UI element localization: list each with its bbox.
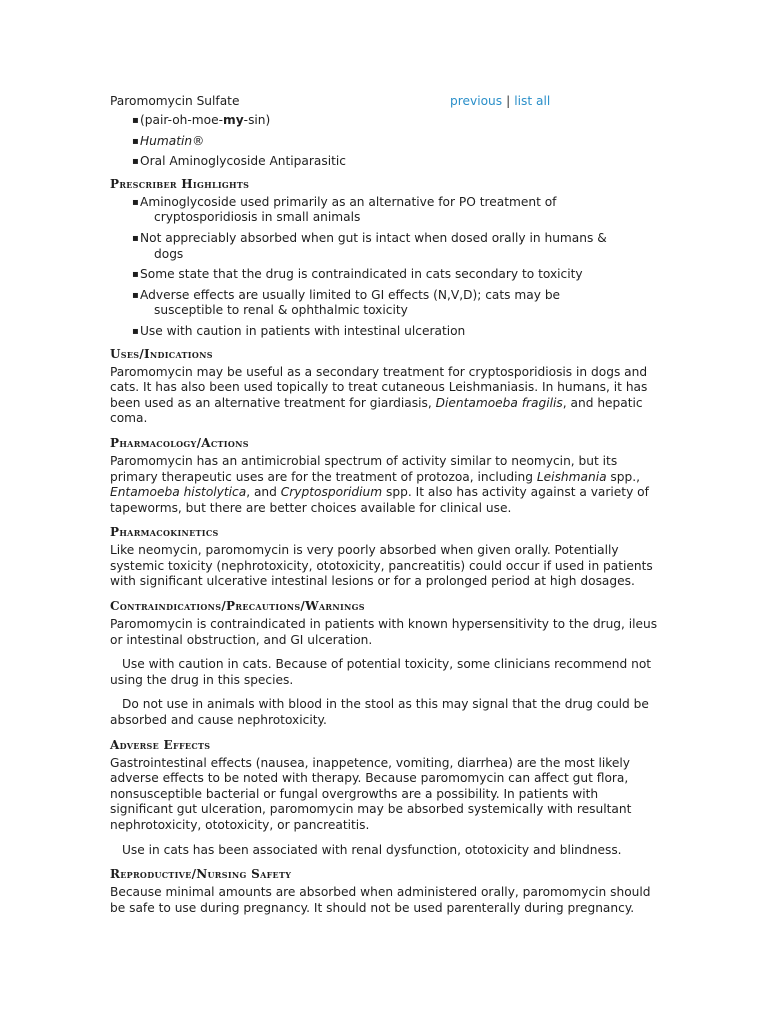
list-item: ▪ Adverse effects are usually limited to GI effects (N,V,D); cats may be susceptible to renal & ophthalmic toxicity xyxy=(132,287,561,318)
list-item: ▪ Use with caution in patients with intestinal ulceration xyxy=(132,323,466,338)
bullet-icon: ▪ xyxy=(132,269,139,281)
section-heading-contraindications: Contraindications/Precautions/Warnings xyxy=(110,599,365,614)
bullet-icon: ▪ xyxy=(132,135,139,147)
list-item: ▪ Some state that the drug is contraindicated in cats secondary to toxicity xyxy=(132,267,583,282)
section-heading-uses: Uses/Indications xyxy=(110,346,213,361)
contraindications-paragraph-2: Use with caution in cats. Because of potential toxicity, some clinicians recommend not using the drug in this species. xyxy=(110,657,652,687)
drug-class: Oral Aminoglycoside Antiparasitic xyxy=(140,154,346,169)
bullet-icon: ▪ xyxy=(132,289,139,301)
list-item xyxy=(132,154,660,170)
bullet-icon: ▪ xyxy=(132,115,139,126)
nav-separator: | xyxy=(506,94,511,108)
contraindications-paragraph-1: Paromomycin is contraindicated in patients with known hypersensitivity to the drug, ileus or intestinal obstruction, and GI ulceration. xyxy=(110,617,658,647)
bullet-icon: ▪ xyxy=(132,325,139,337)
reproductive-paragraph: Because minimal amounts are absorbed when administered orally, paromomycin should be safe to use during pregnancy. It should not be used parenterally during pregnancy. xyxy=(110,885,651,915)
list-item xyxy=(132,113,660,129)
bullet-icon: ▪ xyxy=(132,196,139,208)
adverse-paragraph-2: Use in cats has been associated with renal dysfunction, ototoxicity and blindness. xyxy=(122,842,622,857)
section-heading-reproductive: Reproductive/Nursing Safety xyxy=(110,867,292,882)
brand-name: Humatin® xyxy=(140,133,205,148)
bullet-icon: ▪ xyxy=(132,232,139,244)
uses-paragraph: Paromomycin may be useful as a secondary treatment for cryptosporidiosis in dogs and cats. It has also been used topically to treat cutaneous Leishmaniasis. In humans, it has been used as an alternative treatment for giardiasis, Dientamoeba fragilis, and hepatic coma. xyxy=(110,364,648,426)
list-item: ▪ Not appreciably absorbed when gut is intact when dosed orally in humans & dogs xyxy=(132,230,607,261)
section-heading-pharmacology: Pharmacology/Actions xyxy=(110,435,249,450)
adverse-paragraph-1: Gastrointestinal effects (nausea, inappetence, vomiting, diarrhea) are the most likely adverse effects to be noted with therapy. Because paromomycin can affect gut flora, nonsusceptible bacterial or fungal overgrowths are a possibility. In patients with significant gut ulceration, paromomycin may be absorbed systemically with resultant nephrotoxicity, ototoxicity, or pancreatitis. xyxy=(110,755,632,832)
highlights-list xyxy=(110,195,660,340)
contraindications-paragraph-3: Do not use in animals with blood in the stool as this may signal that the drug could be absorbed and cause nephrotoxicity. xyxy=(110,697,649,728)
page-title: Paromomycin Sulfate xyxy=(110,94,240,108)
section-heading-pharmacokinetics: Pharmacokinetics xyxy=(110,525,219,540)
bullet-icon: ▪ xyxy=(132,156,139,168)
previous-link[interactable]: previous xyxy=(450,94,503,108)
intro-list xyxy=(110,113,660,170)
list-all-link[interactable]: list all xyxy=(514,94,551,108)
section-heading-adverse-effects: Adverse Effects xyxy=(110,737,211,752)
section-heading-highlights: Prescriber Highlights xyxy=(110,176,250,191)
list-item: ▪ Aminoglycoside used primarily as an alternative for PO treatment of cryptosporidiosis in small animals xyxy=(132,194,557,225)
nav-links xyxy=(450,94,550,110)
pronunciation: (pair-oh-moe-my-sin) xyxy=(140,113,271,127)
list-item xyxy=(132,134,660,150)
pharmacology-paragraph: Paromomycin has an antimicrobial spectrum of activity similar to neomycin, but its primary therapeutic uses are for the treatment of protozoa, including Leishmania spp., Entamoeba histolytica, and Cryptosporidium spp. It also has activity against a variety of tapeworms, but there are better choices available for clinical use. xyxy=(110,453,649,515)
title-row xyxy=(110,94,660,111)
monograph-page xyxy=(110,94,660,925)
pharmacokinetics-paragraph: Like neomycin, paromomycin is very poorly absorbed when given orally. Potentially systemic toxicity (nephrotoxicity, ototoxicity, pancreatitis) could occur if used in patients with significant ulcerative intestinal lesions or for a prolonged period at high dosages. xyxy=(110,543,653,589)
